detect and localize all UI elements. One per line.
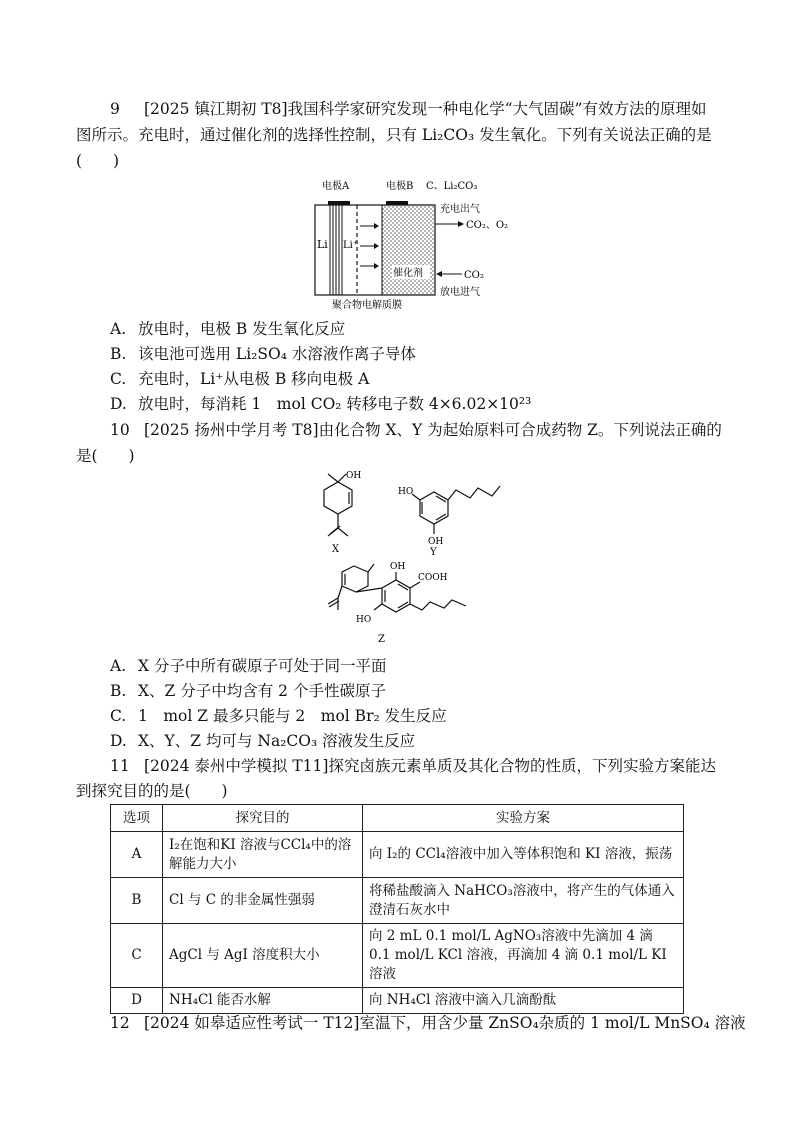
option-letter: C. bbox=[110, 707, 127, 725]
li-ion-label: Li⁺ bbox=[343, 240, 359, 251]
electrode-b-label: 电极B bbox=[386, 181, 414, 192]
z-cooh-label: COOH bbox=[418, 573, 448, 583]
q9-stem-text: [2025 镇江期初 T8]我国科学家研究发现一种电化学“大气固碳”有效方法的原理如 bbox=[144, 100, 707, 118]
option-text: 放电时，电极 B 发生氧化反应 bbox=[138, 320, 346, 338]
q9-option-c bbox=[110, 368, 369, 390]
electrochem-cell-diagram bbox=[300, 174, 530, 314]
membrane-label: 聚合物电解质膜 bbox=[332, 300, 402, 311]
table-row bbox=[111, 988, 684, 1014]
y-ho-label: HO bbox=[398, 487, 414, 497]
option-text: X、Z 分子中均含有 2 个手性碳原子 bbox=[138, 682, 386, 700]
option-letter: D. bbox=[110, 732, 127, 750]
option-text: 充电时，Li⁺从电极 B 移向电极 A bbox=[138, 370, 370, 388]
option-text: X、Y、Z 均可与 Na₂CO₃ 溶液发生反应 bbox=[138, 732, 416, 750]
q10-number: 10 bbox=[110, 421, 130, 439]
option-letter: B. bbox=[110, 682, 127, 700]
row-goal: I₂在饱和KI 溶液与CCl₄中的溶解能力大小 bbox=[163, 832, 363, 878]
q9-line1 bbox=[110, 98, 706, 120]
q11-line1 bbox=[110, 755, 716, 777]
y-label: Y bbox=[430, 547, 437, 558]
option-letter: A. bbox=[110, 320, 127, 338]
x-oh-label: OH bbox=[346, 471, 362, 481]
option-text: 放电时，每消耗 1 mol CO₂ 转移电子数 4×6.02×10²³ bbox=[138, 395, 532, 413]
structure-y bbox=[396, 478, 516, 558]
z-ho-label: HO bbox=[356, 615, 372, 625]
option-letter: A. bbox=[110, 657, 127, 675]
electrode-a-label: 电极A bbox=[322, 181, 350, 192]
q12-line1 bbox=[110, 1012, 746, 1034]
catalyst-label: 催化剂 bbox=[393, 268, 423, 279]
catalyst-region bbox=[382, 205, 435, 295]
q9-answer-blank: ( ) bbox=[76, 152, 120, 170]
electrode-b-product-label: C、Li₂CO₃ bbox=[426, 181, 478, 192]
table-row bbox=[111, 878, 684, 924]
structure-z bbox=[318, 558, 488, 650]
row-plan: 将稀盐酸滴入 NaHCO₃溶液中，将产生的气体通入澄清石灰水中 bbox=[363, 878, 684, 924]
option-text: 该电池可选用 Li₂SO₄ 水溶液作离子导体 bbox=[138, 345, 416, 363]
row-option: B bbox=[111, 878, 163, 924]
row-plan: 向 NH₄Cl 溶液中滴入几滴酚酞 bbox=[363, 988, 684, 1014]
q11-number: 11 bbox=[110, 757, 130, 775]
q9-option-b bbox=[110, 343, 416, 365]
discharge-in-gas-label: CO₂ bbox=[464, 270, 484, 281]
q12-number: 12 bbox=[110, 1014, 130, 1032]
row-goal: Cl 与 C 的非金属性强弱 bbox=[163, 878, 363, 924]
q9-option-a bbox=[110, 318, 345, 340]
z-label: Z bbox=[378, 634, 385, 645]
q10-line1 bbox=[110, 419, 722, 441]
row-plan: 向 I₂的 CCl₄溶液中加入等体积饱和 KI 溶液，振荡 bbox=[363, 832, 684, 878]
charge-out-gas-label: CO₂、O₂ bbox=[466, 220, 509, 231]
discharge-in-label: 放电进气 bbox=[440, 287, 480, 298]
q10-line2: 是( ) bbox=[76, 447, 135, 465]
li-metal-label: Li bbox=[317, 238, 328, 251]
option-text: X 分子中所有碳原子可处于同一平面 bbox=[138, 657, 387, 675]
row-option: C bbox=[111, 924, 163, 988]
header-plan: 实验方案 bbox=[363, 805, 684, 832]
charge-out-label: 充电出气 bbox=[440, 204, 480, 215]
q11-stem-text: [2024 泰州中学模拟 T11]探究卤族元素单质及其化合物的性质，下列实验方案能达 bbox=[144, 757, 716, 775]
q10-option-b bbox=[110, 680, 386, 702]
row-option: A bbox=[111, 832, 163, 878]
q9-line2: 图所示。充电时，通过催化剂的选择性控制，只有 Li₂CO₃ 发生氧化。下列有关说法正确的是 bbox=[76, 126, 712, 144]
header-option: 选项 bbox=[111, 805, 163, 832]
row-option: D bbox=[111, 988, 163, 1014]
electrode-a-terminal bbox=[328, 201, 350, 205]
option-letter: C. bbox=[110, 370, 127, 388]
structure-x bbox=[310, 470, 374, 558]
q9-number: 9 bbox=[110, 100, 120, 118]
q10-option-a bbox=[110, 655, 386, 677]
row-plan: 向 2 mL 0.1 mol/L AgNO₃溶液中先滴加 4 滴 0.1 mol/L KCl 溶液，再滴加 4 滴 0.1 mol/L KI 溶液 bbox=[363, 924, 684, 988]
q10-option-c bbox=[110, 705, 447, 727]
row-goal: NH₄Cl 能否水解 bbox=[163, 988, 363, 1014]
x-label: X bbox=[332, 544, 340, 555]
q12-stem-text: [2024 如皋适应性考试一 T12]室温下，用含少量 ZnSO₄杂质的 1 mol/L MnSO₄ 溶液 bbox=[144, 1014, 746, 1032]
table-row bbox=[111, 924, 684, 988]
q10-option-d bbox=[110, 730, 415, 752]
option-letter: D. bbox=[110, 395, 127, 413]
q11-line2: 到探究目的的是( ) bbox=[76, 782, 228, 800]
table-header-row bbox=[111, 805, 684, 832]
y-oh-label: OH bbox=[428, 537, 444, 547]
q9-option-d bbox=[110, 393, 531, 415]
row-goal: AgCl 与 AgI 溶度积大小 bbox=[163, 924, 363, 988]
option-letter: B. bbox=[110, 345, 127, 363]
z-oh-label: OH bbox=[390, 562, 406, 572]
electrode-b-terminal bbox=[386, 201, 408, 205]
option-text: 1 mol Z 最多只能与 2 mol Br₂ 发生反应 bbox=[138, 707, 447, 725]
q10-stem-text: [2025 扬州中学月考 T8]由化合物 X、Y 为起始原料可合成药物 Z。下列说法正确的 bbox=[144, 421, 722, 439]
experiment-table bbox=[110, 804, 684, 1014]
header-goal: 探究目的 bbox=[163, 805, 363, 832]
table-row bbox=[111, 832, 684, 878]
